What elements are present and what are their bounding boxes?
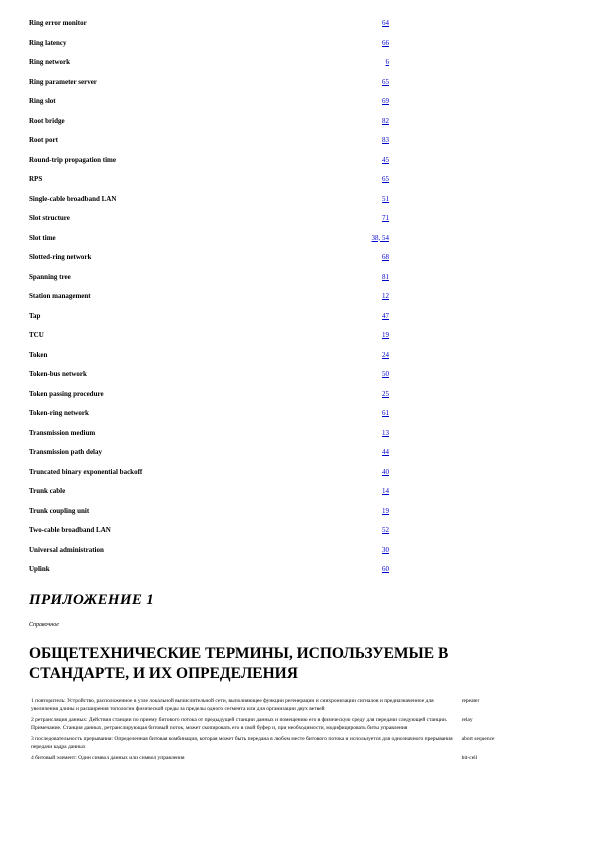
index-row — [29, 389, 389, 409]
index-term: Truncated binary exponential backoff — [29, 467, 143, 476]
index-page-link[interactable]: 44 — [382, 448, 389, 456]
reference-note: Справочное — [29, 622, 59, 628]
index-page-link[interactable]: 13 — [382, 428, 389, 437]
index-row — [29, 116, 389, 136]
index-term: Spanning tree — [29, 272, 71, 281]
index-page-link[interactable]: 6 — [385, 58, 389, 66]
index-page-link[interactable]: 30 — [382, 545, 389, 554]
term-row — [29, 735, 559, 754]
index-row — [29, 408, 389, 428]
index-term: Station management — [29, 292, 91, 300]
index-term: Transmission path delay — [29, 448, 102, 456]
index-row — [29, 545, 389, 565]
index-term: RPS — [29, 175, 43, 183]
index-term: Ring parameter server — [29, 77, 97, 86]
index-page-link[interactable]: 50 — [382, 370, 389, 378]
index-row — [29, 428, 389, 448]
term-definition: 2 ретрансляция данных: Действия станции по приему битового потока от предыдущей станции данных и помещению его в физическую среду для передачи следующей станции. Примечание. Станция данных, ретранслирующая битовый поток, может скопировать его в свой буфер и, при необходимости, модифицировать биты управления — [31, 717, 448, 731]
index-page-link[interactable]: 12 — [382, 292, 389, 300]
index-page-link[interactable]: 47 — [382, 311, 389, 320]
terms-table — [29, 697, 559, 766]
index-term: Root bridge — [29, 116, 65, 125]
appendix-title: ПРИЛОЖЕНИЕ 1 — [29, 592, 155, 608]
index-row — [29, 564, 389, 584]
index-term: Single-cable broadband LAN — [29, 194, 117, 203]
index-term: Uplink — [29, 565, 50, 573]
index-page-link[interactable]: 69 — [382, 97, 389, 105]
index-page-link[interactable]: 82 — [382, 116, 389, 125]
index-page-link[interactable]: 71 — [382, 214, 389, 222]
index-row — [29, 447, 389, 467]
index-term: Token-ring network — [29, 409, 89, 417]
term-row — [29, 716, 559, 735]
term-english: bit-cell — [461, 755, 478, 761]
index-page-link[interactable]: 81 — [382, 272, 389, 281]
index-term: Ring slot — [29, 97, 56, 105]
index-page-link[interactable]: 65 — [382, 175, 389, 183]
index-page-link[interactable]: 40 — [382, 467, 389, 476]
index-row — [29, 525, 389, 545]
index-page-link[interactable]: 61 — [382, 409, 389, 417]
index-page-link[interactable]: 14 — [382, 487, 389, 495]
index-page-link[interactable]: 52 — [382, 526, 389, 534]
term-row — [29, 697, 559, 716]
index-page-link[interactable]: 64 — [382, 19, 389, 27]
index-row — [29, 467, 389, 487]
index-row — [29, 155, 389, 175]
index-row — [29, 311, 389, 331]
index-row — [29, 38, 389, 58]
index-page-link[interactable]: 45 — [382, 155, 389, 164]
index-row — [29, 77, 389, 97]
index-row — [29, 213, 389, 233]
index-row — [29, 174, 389, 194]
index-term: Token — [29, 350, 48, 359]
index-page-link[interactable]: 19 — [382, 506, 389, 515]
index-page-link[interactable]: 65 — [382, 77, 389, 86]
index-term: Slot structure — [29, 214, 70, 222]
index-term: Slotted-ring network — [29, 253, 92, 261]
term-english: abort sequence — [461, 736, 495, 742]
index-row — [29, 194, 389, 214]
term-index — [29, 18, 389, 584]
index-term: Transmission medium — [29, 428, 96, 437]
index-term: Two-cable broadband LAN — [29, 526, 111, 534]
index-page-link[interactable]: 68 — [382, 253, 389, 261]
index-row — [29, 506, 389, 526]
index-row — [29, 330, 389, 350]
index-term: Universal administration — [29, 545, 104, 554]
term-definition: 1 повторитель: Устройство, расположенное в узле локальной вычислительной сети, выполняющее функции регенерации и синхронизации сигналов и предназначенное для увеличения длины и расширения топологии физической среды за пределы одного сегмента или для организации двух ветвей — [31, 698, 434, 712]
term-definition: 3 последовательность прерывания: Определенная битовая комбинация, которая может быть передана в любом месте битового потока и используется для однозначного прерывания передачи кадра данных — [31, 736, 453, 750]
index-row — [29, 135, 389, 155]
term-definition: 4 битовый элемент: Один символ данных или символ управления — [31, 755, 185, 761]
index-page-link[interactable]: 60 — [382, 565, 389, 573]
term-english: relay — [461, 717, 473, 723]
section-title: ОБЩЕТЕХНИЧЕСКИЕ ТЕРМИНЫ, ИСПОЛЬЗУЕМЫЕ В СТАНДАРТЕ, И ИХ ОПРЕДЕЛЕНИЯ — [29, 645, 449, 682]
index-row — [29, 57, 389, 77]
index-term: Token passing procedure — [29, 389, 104, 398]
index-row — [29, 233, 389, 253]
term-row — [29, 754, 559, 766]
index-term: TCU — [29, 331, 44, 339]
index-page-link[interactable]: 19 — [382, 331, 389, 339]
index-row — [29, 252, 389, 272]
index-term: Round-trip propagation time — [29, 155, 116, 164]
index-page-link[interactable]: 66 — [382, 38, 389, 47]
index-row — [29, 350, 389, 370]
index-term: Ring error monitor — [29, 19, 87, 27]
index-term: Root port — [29, 136, 58, 144]
index-page-link[interactable]: 83 — [382, 136, 389, 144]
index-row — [29, 486, 389, 506]
index-page-link[interactable]: 25 — [382, 389, 389, 398]
index-term: Trunk coupling unit — [29, 506, 90, 515]
index-row — [29, 291, 389, 311]
index-row — [29, 369, 389, 389]
index-term: Slot time — [29, 233, 56, 242]
index-row — [29, 272, 389, 292]
index-term: Tap — [29, 311, 41, 320]
index-term: Trunk cable — [29, 487, 66, 495]
index-row — [29, 18, 389, 38]
index-page-link[interactable]: 51 — [382, 194, 389, 203]
index-page-link[interactable]: 24 — [382, 350, 389, 359]
term-english: repeater — [461, 698, 480, 704]
index-term: Ring network — [29, 58, 71, 66]
index-row — [29, 96, 389, 116]
index-term: Token-bus network — [29, 370, 87, 378]
index-page-link[interactable]: 38, 54 — [371, 233, 389, 242]
index-term: Ring latency — [29, 38, 67, 47]
